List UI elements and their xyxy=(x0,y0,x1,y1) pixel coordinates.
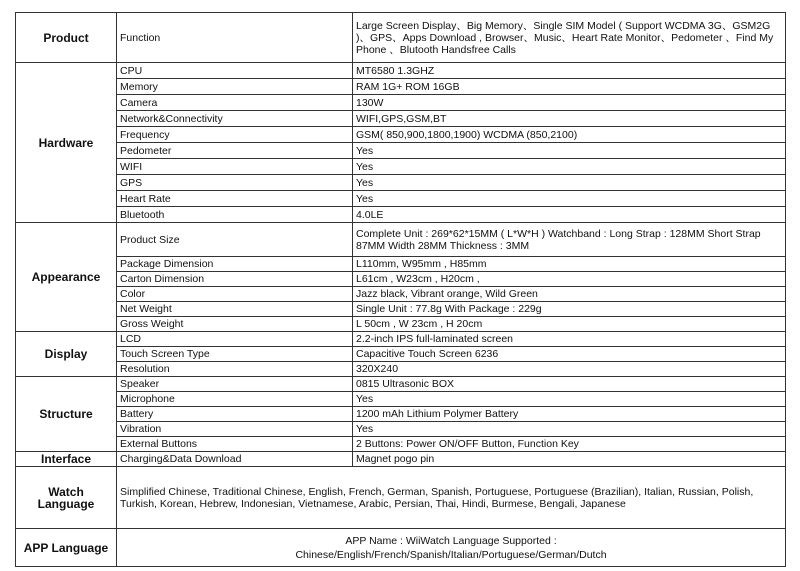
spec-label: Touch Screen Type xyxy=(117,347,353,362)
table-row xyxy=(16,223,786,257)
table-row xyxy=(16,347,786,362)
spec-value: Single Unit : 77.8g With Package : 229g xyxy=(353,302,786,317)
table-row xyxy=(16,452,786,467)
category-appearance: Appearance xyxy=(16,223,117,332)
spec-label: Bluetooth xyxy=(117,207,353,223)
spec-label: Net Weight xyxy=(117,302,353,317)
table-row xyxy=(16,257,786,272)
spec-value: Magnet pogo pin xyxy=(353,452,786,467)
spec-label: Color xyxy=(117,287,353,302)
table-row xyxy=(16,437,786,452)
table-row xyxy=(16,317,786,332)
spec-value: Yes xyxy=(353,392,786,407)
table-row xyxy=(16,63,786,79)
table-row xyxy=(16,287,786,302)
category-interface: Interface xyxy=(16,452,117,467)
table-row xyxy=(16,377,786,392)
spec-label: Pedometer xyxy=(117,143,353,159)
spec-label: Battery xyxy=(117,407,353,422)
category-hardware: Hardware xyxy=(16,63,117,223)
table-row xyxy=(16,191,786,207)
spec-value: Yes xyxy=(353,422,786,437)
category-app-language: APP Language xyxy=(16,529,117,567)
spec-value: Complete Unit : 269*62*15MM ( L*W*H ) Watchband : Long Strap : 128MM Short Strap 87MM Width 28MM Thickness : 3MM xyxy=(353,223,786,257)
table-row xyxy=(16,529,786,567)
spec-label: Microphone xyxy=(117,392,353,407)
spec-value: 2 Buttons: Power ON/OFF Button, Function Key xyxy=(353,437,786,452)
category-display: Display xyxy=(16,332,117,377)
spec-label: Function xyxy=(117,13,353,63)
table-row xyxy=(16,332,786,347)
spec-label: CPU xyxy=(117,63,353,79)
spec-label: WIFI xyxy=(117,159,353,175)
spec-label: Package Dimension xyxy=(117,257,353,272)
category-product: Product xyxy=(16,13,117,63)
spec-value: Jazz black, Vibrant orange, Wild Green xyxy=(353,287,786,302)
spec-label: Speaker xyxy=(117,377,353,392)
spec-table xyxy=(15,12,786,567)
spec-value: WIFI,GPS,GSM,BT xyxy=(353,111,786,127)
spec-value: L110mm, W95mm , H85mm xyxy=(353,257,786,272)
spec-value: 320X240 xyxy=(353,362,786,377)
table-row xyxy=(16,272,786,287)
table-row xyxy=(16,207,786,223)
spec-label: Gross Weight xyxy=(117,317,353,332)
table-row xyxy=(16,467,786,529)
spec-value: Yes xyxy=(353,191,786,207)
spec-value: GSM( 850,900,1800,1900) WCDMA (850,2100) xyxy=(353,127,786,143)
table-row xyxy=(16,127,786,143)
table-row xyxy=(16,111,786,127)
table-row xyxy=(16,422,786,437)
category-watch-language: Watch Language xyxy=(16,467,117,529)
spec-value: Capacitive Touch Screen 6236 xyxy=(353,347,786,362)
spec-value: Large Screen Display、Big Memory、Single SIM Model ( Support WCDMA 3G、GSM2G )、GPS、Apps Download , Browser、Music、Heart Rate Monitor、Pedometer 、Find My Phone 、Blutooth Handsfree Calls xyxy=(353,13,786,63)
spec-value: Yes xyxy=(353,143,786,159)
spec-label: Carton Dimension xyxy=(117,272,353,287)
table-row xyxy=(16,95,786,111)
spec-value: 2.2-inch IPS full-laminated screen xyxy=(353,332,786,347)
category-structure: Structure xyxy=(16,377,117,452)
spec-label: Resolution xyxy=(117,362,353,377)
spec-label: Charging&Data Download xyxy=(117,452,353,467)
spec-label: Memory xyxy=(117,79,353,95)
table-row xyxy=(16,13,786,63)
table-row xyxy=(16,302,786,317)
spec-value: 4.0LE xyxy=(353,207,786,223)
spec-value: L 50cm , W 23cm , H 20cm xyxy=(353,317,786,332)
table-row xyxy=(16,143,786,159)
table-row xyxy=(16,407,786,422)
spec-label: Vibration xyxy=(117,422,353,437)
spec-value: MT6580 1.3GHZ xyxy=(353,63,786,79)
spec-value: 130W xyxy=(353,95,786,111)
spec-label: Network&Connectivity xyxy=(117,111,353,127)
table-row xyxy=(16,159,786,175)
table-row xyxy=(16,392,786,407)
spec-value: L61cm , W23cm , H20cm , xyxy=(353,272,786,287)
watch-language-value: Simplified Chinese, Traditional Chinese, English, French, German, Spanish, Portuguese, Portuguese (Brazilian), Italian, Russian, Polish, Turkish, Korean, Hebrew, Indonesian, Vietnamese, Arabic, Persian, Thai, Hindi, Burmese, Bengali, Japanese xyxy=(117,467,786,529)
spec-value: 0815 Ultrasonic BOX xyxy=(353,377,786,392)
spec-value: Yes xyxy=(353,175,786,191)
table-row xyxy=(16,79,786,95)
spec-label: Camera xyxy=(117,95,353,111)
app-language-cell xyxy=(117,529,786,567)
spec-value: RAM 1G+ ROM 16GB xyxy=(353,79,786,95)
spec-label: Product Size xyxy=(117,223,353,257)
app-language-line2: Chinese/English/French/Spanish/Italian/Portuguese/German/Dutch xyxy=(295,548,607,561)
table-row xyxy=(16,362,786,377)
spec-value: 1200 mAh Lithium Polymer Battery xyxy=(353,407,786,422)
spec-label: LCD xyxy=(117,332,353,347)
spec-value: Yes xyxy=(353,159,786,175)
app-language-line1: APP Name : WiiWatch Language Supported : xyxy=(345,534,557,547)
spec-label: Frequency xyxy=(117,127,353,143)
spec-label: External Buttons xyxy=(117,437,353,452)
table-row xyxy=(16,175,786,191)
spec-label: GPS xyxy=(117,175,353,191)
spec-label: Heart Rate xyxy=(117,191,353,207)
